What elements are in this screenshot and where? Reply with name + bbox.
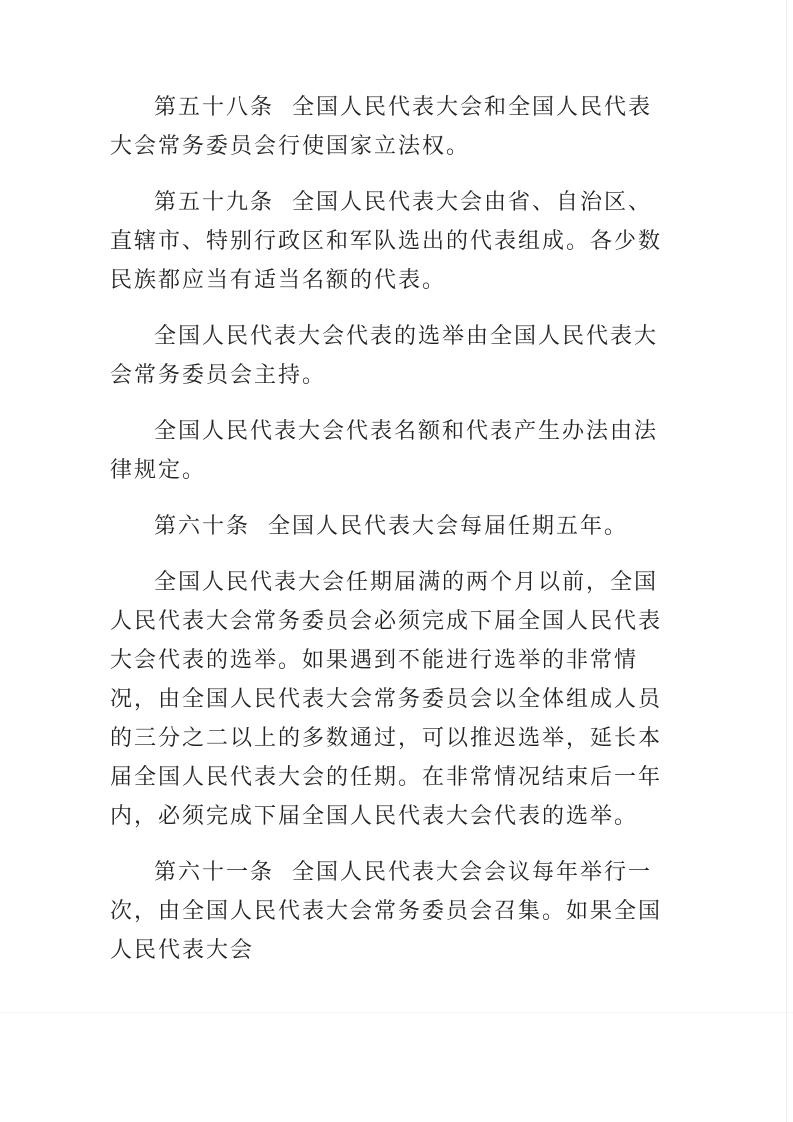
paragraph-text: 全国人民代表大会会议每年举行一次，由全国人民代表大会常务委员会召集。如果全国人民代表大会: [110, 860, 663, 963]
paragraph-text: 全国人民代表大会代表的选举由全国人民代表大会常务委员会主持。: [110, 324, 659, 388]
scan-bottom-line: [0, 1012, 793, 1013]
document-body: [110, 88, 670, 987]
paragraph-article-59-clause-3: [110, 412, 670, 490]
paragraph-text: 全国人民代表大会每届任期五年。: [268, 514, 629, 539]
paragraph-article-61: [110, 853, 670, 970]
article-number: 第六十条: [154, 514, 251, 539]
paragraph-text: 全国人民代表大会代表名额和代表产生办法由法律规定。: [110, 419, 659, 483]
paragraph-article-59: [110, 183, 670, 300]
article-number: 第五十九条: [154, 190, 275, 215]
paragraph-text: 全国人民代表大会和全国人民代表大会常务委员会行使国家立法权。: [110, 95, 653, 159]
scan-edge-line: [786, 0, 787, 1122]
article-number: 第五十八条: [154, 95, 275, 120]
paragraph-article-60-clause-2: [110, 563, 670, 836]
article-number: 第六十一条: [154, 860, 275, 885]
paragraph-text: 全国人民代表大会任期届满的两个月以前，全国人民代表大会常务委员会必须完成下届全国人民代表大会代表的选举。如果遇到不能进行选举的非常情况，由全国人民代表大会常务委员会以全体组成人员的三分之二以上的多数通过，可以推迟选举，延长本届全国人民代表大会的任期。在非常情况结束后一年内，必须完成下届全国人民代表大会代表的选举。: [110, 570, 663, 829]
paragraph-article-59-clause-2: [110, 317, 670, 395]
paragraph-article-58: [110, 88, 670, 166]
paragraph-article-60: [110, 507, 670, 546]
paragraph-text: 全国人民代表大会由省、自治区、直辖市、特别行政区和军队选出的代表组成。各少数民族都应当有适当名额的代表。: [110, 190, 663, 293]
